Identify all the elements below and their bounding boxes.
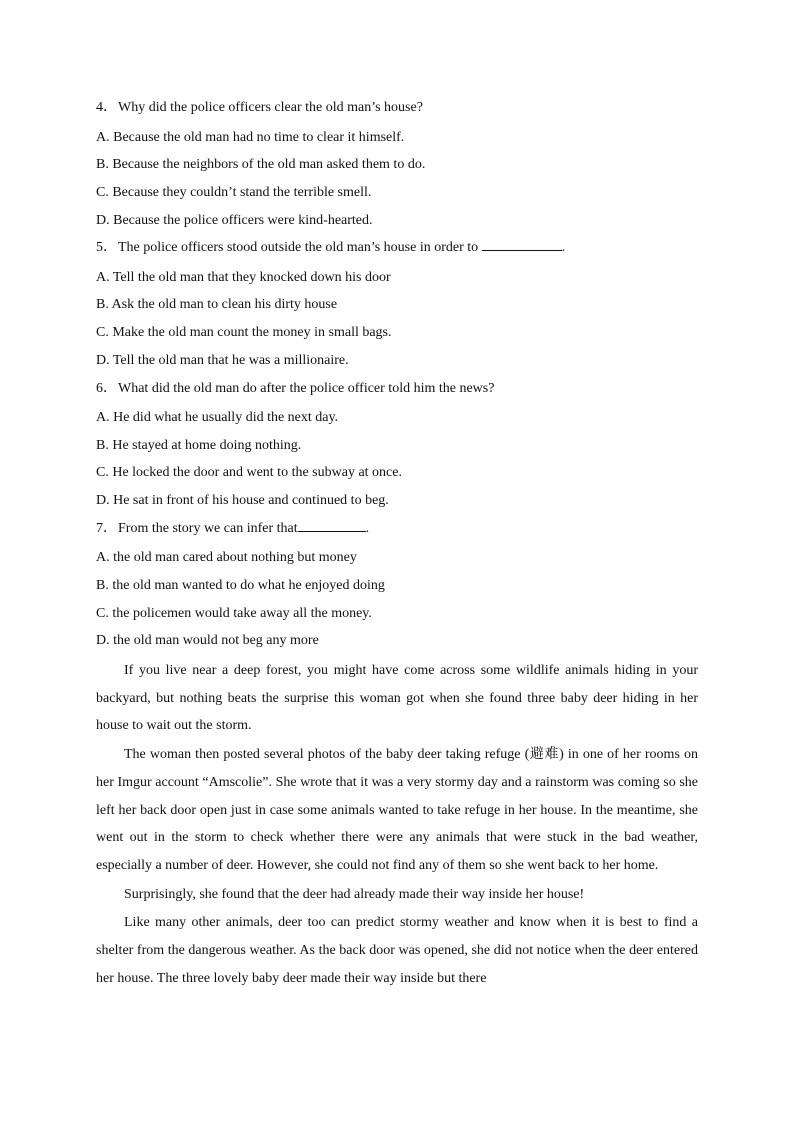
reading-passage (96, 657, 698, 992)
option-d: D. the old man would not beg any more (96, 633, 319, 649)
option-c: C. Make the old man count the money in small bags. (96, 325, 392, 341)
question-5 (96, 236, 698, 376)
option-c: C. He locked the door and went to the subway at once. (96, 465, 402, 481)
passage-paragraph: Surprisingly, she found that the deer had already made their way inside her house! (124, 886, 585, 902)
answer-blank (298, 518, 366, 532)
option-d: D. He sat in front of his house and continued to beg. (96, 493, 389, 509)
option-a: A. Tell the old man that they knocked down his door (96, 269, 391, 285)
option-c: C. Because they couldn’t stand the terrible smell. (96, 184, 372, 200)
question-text: From the story we can infer that (118, 520, 298, 536)
document-content (96, 96, 698, 992)
option-d: D. Because the police officers were kind-hearted. (96, 212, 373, 228)
option-b: B. He stayed at home doing nothing. (96, 437, 302, 453)
option-b: B. Ask the old man to clean his dirty house (96, 297, 338, 313)
question-text: What did the old man do after the police officer told him the news? (118, 380, 495, 396)
option-a: A. the old man cared about nothing but money (96, 550, 357, 566)
question-number: 5． (96, 240, 117, 256)
passage-paragraph: Like many other animals, deer too can predict stormy weather and know when it is best to find a shelter from the dangerous weather. As the back door was opened, she did not notice when the deer entered her house. The three lovely baby deer made their way inside but there (96, 915, 698, 986)
option-b: B. the old man wanted to do what he enjoyed doing (96, 577, 385, 593)
question-end: . (561, 240, 566, 256)
question-number: 7． (96, 520, 117, 536)
question-text: Why did the police officers clear the old man’s house? (118, 100, 423, 115)
question-stem (96, 236, 698, 266)
answer-blank (482, 237, 562, 251)
question-text: The police officers stood outside the old man’s house in order to (118, 240, 479, 256)
question-4 (96, 96, 698, 236)
question-stem (96, 517, 698, 547)
question-7 (96, 517, 698, 657)
option-a: A. Because the old man had no time to clear it himself. (96, 129, 405, 145)
passage-paragraph: The woman then posted several photos of the baby deer taking refuge (避难) in one of her rooms on her Imgur account “Amscolie”. She wrote that it was a very stormy day and a rainstorm was coming so she left her back door open just in case some animals wanted to take refuge in her house. In the meantime, she went out in the storm to check whether there were any animals that were stuck in the bad weather, especially a number of deer. However, she could not find any of them so she went back to her home. (96, 747, 698, 873)
option-b: B. Because the neighbors of the old man asked them to do. (96, 157, 426, 173)
question-number: 6． (96, 380, 117, 396)
question-stem (96, 377, 698, 407)
question-end: . (365, 520, 370, 536)
option-d: D. Tell the old man that he was a millionaire. (96, 352, 349, 368)
question-stem (96, 96, 698, 126)
question-6 (96, 377, 698, 517)
question-number: 4． (96, 100, 117, 115)
option-c: C. the policemen would take away all the money. (96, 605, 372, 621)
passage-paragraph: If you live near a deep forest, you might have come across some wildlife animals hiding in your backyard, but nothing beats the surprise this woman got when she found three baby deer hiding in her house to wait out the storm. (96, 663, 698, 734)
option-a: A. He did what he usually did the next day. (96, 410, 339, 425)
